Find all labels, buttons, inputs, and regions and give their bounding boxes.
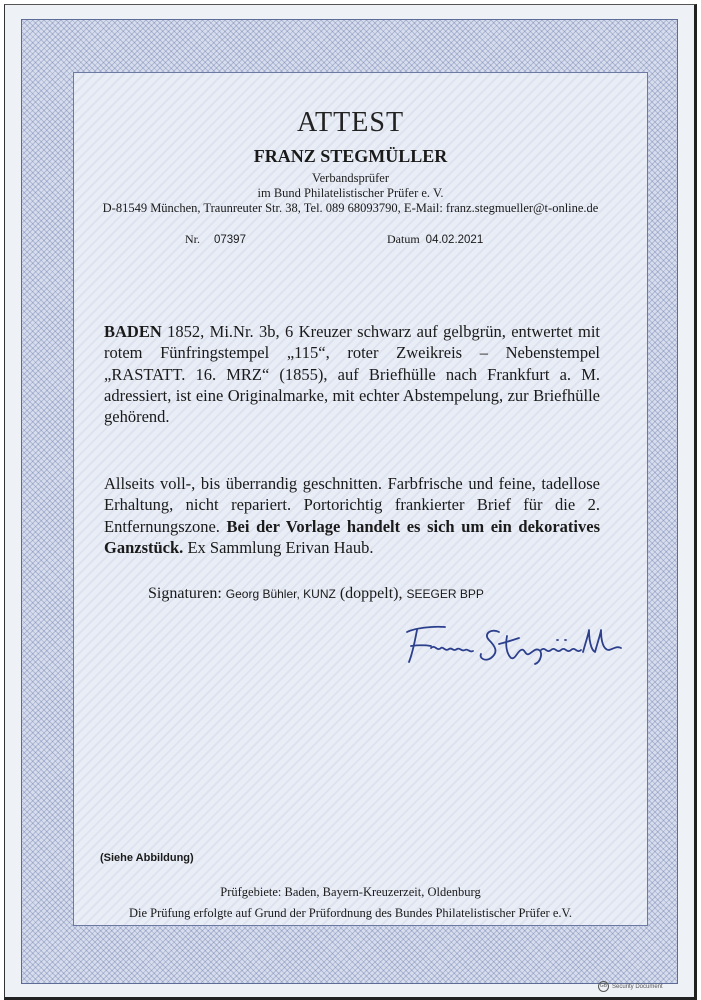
examiner-role: Verbandsprüfer (311, 171, 390, 185)
examiner-address: D-81549 München, Traunreuter Str. 38, Tel. 089 68093790, E-Mail: franz.stegmueller@t-online.de (102, 201, 599, 215)
description-lead: BADEN (104, 322, 162, 341)
examination-areas: Prüfgebiete: Baden, Bayern-Kreuzerzeit, Oldenburg (220, 885, 481, 899)
handwritten-signature (395, 618, 625, 668)
datum-label: Datum (387, 232, 420, 246)
condition-text: Allseits voll-, bis überrandig geschnitten. Farbfrische und feine, tadellose Erhaltung, nicht repariert. Portorichtig frankierter Brief für die 2. Entfernungszone. (104, 474, 600, 536)
condition-paragraph (104, 473, 600, 558)
brand-logo-icon: GB (598, 981, 609, 992)
nr-label: Nr. (185, 232, 200, 246)
certificate-title: ATTEST (296, 107, 405, 138)
examination-statement: Die Prüfung erfolgte auf Grund der Prüfordnung des Bundes Philatelistischer Prüfer e.V. (128, 906, 573, 920)
examiner-association: im Bund Philatelistischer Prüfer e. V. (257, 186, 444, 200)
security-brand (598, 981, 663, 992)
see-image-note: (Siehe Abbildung) (100, 852, 194, 864)
description-paragraph (104, 321, 600, 427)
description-text: 1852, Mi.Nr. 3b, 6 Kreuzer schwarz auf gelbgrün, entwertet mit rotem Fünfringstempel „115“, roter Zweikreis – Nebenstempel „RASTATT. 16. MRZ“ (1855), auf Briefhülle nach Frankfurt a. M. adressiert, ist eine Originalmarke, mit echter Abstempelung, zur Briefhülle gehörend. (104, 322, 600, 427)
certificate-number (185, 232, 246, 247)
nr-value: 07397 (214, 234, 246, 246)
brand-text: Security Document (612, 983, 663, 990)
datum-value: 04.02.2021 (425, 234, 484, 246)
signatures-note: (doppelt), (335, 585, 407, 602)
signatures-line (148, 585, 484, 603)
provenance-text: Ex Sammlung Erivan Haub. (183, 537, 374, 557)
signatures-names-1: Georg Bühler, KUNZ (225, 587, 336, 601)
condition-highlight: Bei der Vorlage handelt es sich um ein dekoratives Ganzstück. (104, 516, 600, 557)
certificate-date (387, 232, 483, 247)
signatures-label: Signaturen: (148, 585, 226, 602)
examiner-name: FRANZ STEGMÜLLER (253, 146, 448, 166)
signatures-names-2: SEEGER BPP (406, 587, 484, 601)
